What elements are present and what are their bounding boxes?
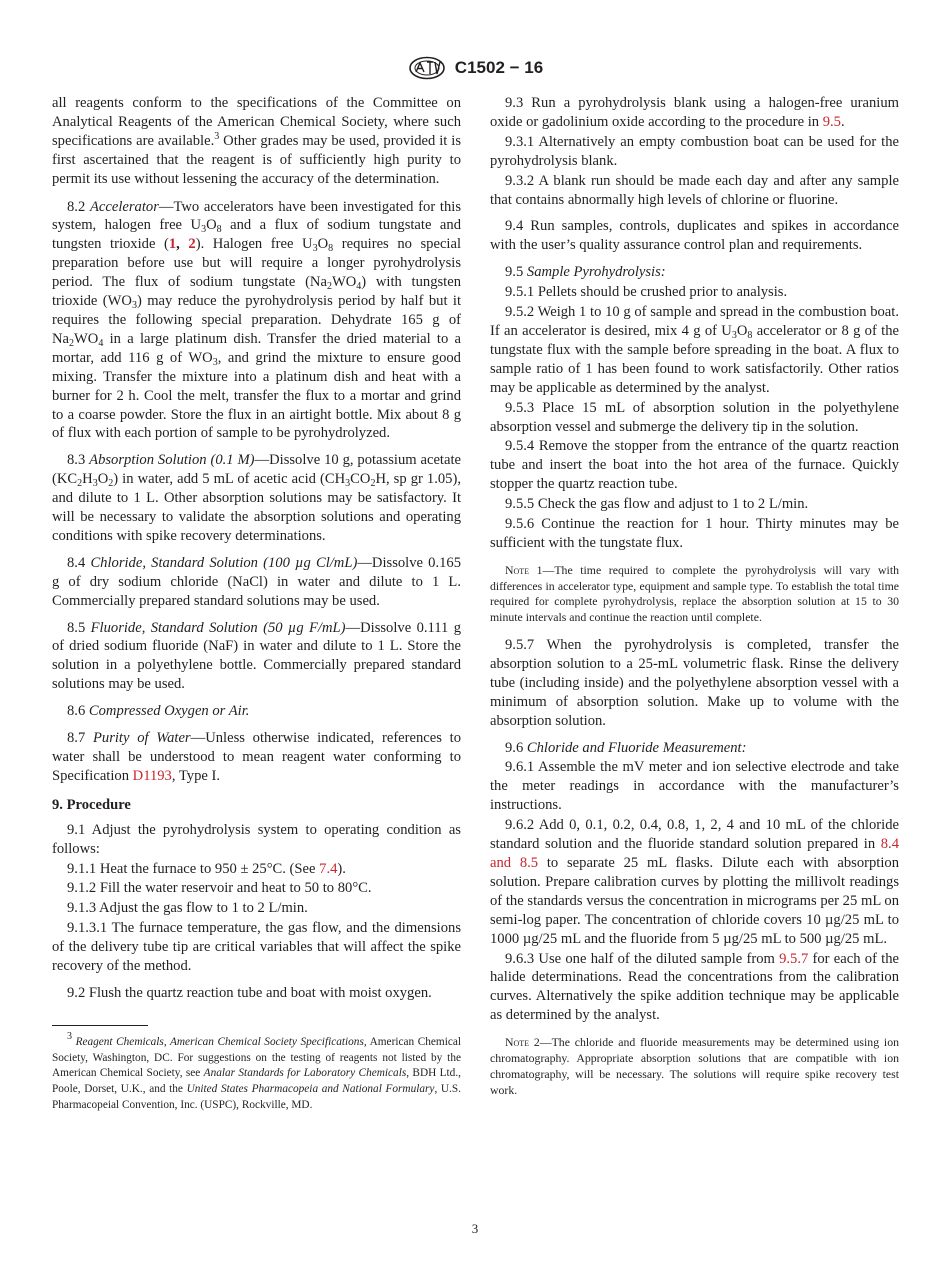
paragraph-8-1-continued: all reagents conform to the specifications of the Committee on Analytical Reagents of the American Chemical Society, where such specifications are available.$^3$ Other grades may be used, provided it is first ascertained that the reagent is of sufficiently high purity to permit its use without lessening the accuracy of the determination. xyxy=(52,95,461,187)
footnote-ref-3[interactable]: 3 xyxy=(214,130,220,142)
document-id: C1502 − 16 xyxy=(454,58,544,77)
paragraph-8-4: 8.4 Chloride, Standard Solution (100 µg Cl/mL)—Dissolve 0.165 g of dry sodium chloride (NaCl) in water and dilute to 1 L. Commercially prepared standard solutions may be used. xyxy=(52,554,462,609)
right-column xyxy=(490,94,899,1108)
paragraph-9-5-2: 9.5.2 Weigh 1 to 10 g of sample and spread in the combustion boat. If an accelerator is desired, mix 4 g of $U_3O_8$ accelerator or 8 g of the tungstate flux with the sample before spreading in the boat. A flux to sample ratio of 1 has been found to work satisfactorily. Other ratios may be applicable as determined by the analyst. xyxy=(490,304,899,396)
paragraph-9-5-5: 9.5.5 Check the gas flow and adjust to 1 to 2 L/min. xyxy=(505,496,809,513)
paragraph-9-6-2: 9.6.2 Add 0, 0.1, 0.2, 0.4, 0.8, 1, 2, 4 and 10 mL of the chloride standard solution and the fluoride standard solution prepared in 8.4 and 8.5 to separate 25 mL flasks. Dilute each with absorption solution. Prepare calibration curves by plotting the millivolt readings of the standards versus the concentration in micrograms per 25 mL on semi-log paper. The concentration of chloride covers 10 µg/25 mL to 1000 µg/25 mL and the fluoride from 5 µg/25 mL to 500 µg/25 mL. xyxy=(490,817,899,947)
paragraph-9-5-6: 9.5.6 Continue the reaction for 1 hour. Thirty minutes may be sufficient with the tungstate flux. xyxy=(490,516,899,551)
reference-link-2[interactable]: 2 xyxy=(188,236,196,253)
paragraph-9-6-1: 9.6.1 Assemble the mV meter and ion selective electrode and take the meter readings in accordance with the manufacturer’s instructions. xyxy=(490,759,899,814)
paragraph-9-1-3: 9.1.3 Adjust the gas flow to 1 to 2 L/min. xyxy=(67,900,308,917)
paragraph-9-5-4: 9.5.4 Remove the stopper from the entrance of the quartz reaction tube and insert the boat into the hot area of the furnace. Quickly stopper the quartz reaction tube. xyxy=(490,438,899,493)
note-1: Note 1—The time required to complete the pyrohydrolysis will vary with differences in accelerator type, equipment and sample type. To establish the total time required for complete pyrohydrolysis, replace the absorption solution at 15 to 30 minute intervals and continue the reaction until complete. xyxy=(490,562,899,625)
section-link-7-4[interactable]: 7.4 xyxy=(319,860,338,877)
paragraph-9-1-3-1: 9.1.3.1 The furnace temperature, the gas flow, and the dimensions of the delivery tube tip are critical variables that will affect the spike recovery of the method. xyxy=(52,920,461,975)
page-header xyxy=(0,56,950,80)
paragraph-9-5-3: 9.5.3 Place 15 mL of absorption solution in the polyethylene absorption vessel and submerge the delivery tip in the solution. xyxy=(490,399,899,435)
paragraph-8-2: 8.2 Accelerator—Two accelerators have been investigated for this system, halogen free $U_3O_8$ and a flux of sodium tungstate and tungsten trioxide (1, 2). Halogen free $U_3O_8$ requires no special preparation before use but will require a longer pyrohydrolysis period. The flux of sodium tungstate $(Na_2WO_4)$ with tungsten trioxide $(WO_3)$ may reduce the pyrohydrolysis period by half but it requires the following special preparation. Dehydrate 165 g of $Na_2WO_4$ in a large platinum dish. Transfer the dried material to a mortar, add 116 g of $WO_3$, and grind the mixture to ensure good mixing. Transfer the mixture into a platinum dish and heat with a burner for 2 h. Cool the melt, transfer the flux to a mortar and grind to a coarse powder. Store the flux in an airtight bottle. Mix about 8 g of flux with each portion of sample to be pyrohydrolyzed. xyxy=(52,198,462,442)
paragraph-9-2: 9.2 Flush the quartz reaction tube and boat with moist oxygen. xyxy=(67,984,432,1001)
paragraph-9-5-7: 9.5.7 When the pyrohydrolysis is completed, transfer the absorption solution to a 25-mL volumetric flask. Rinse the delivery tube (including inside) and the polyethylene absorption vessel with a minimum of absorption solution. Make up to volume with the absorption solution. xyxy=(490,637,899,729)
note-2-label: Note 2 xyxy=(505,1035,540,1050)
specification-link-d1193[interactable]: D1193 xyxy=(132,767,172,784)
paragraph-9-3-1: 9.3.1 Alternatively an empty combustion boat can be used for the pyrohydrolysis blank. xyxy=(490,133,899,169)
paragraph-9-4: 9.4 Run samples, controls, duplicates and spikes in accordance with the user’s quality assurance control plan and requirements. xyxy=(490,218,899,254)
paragraph-8-5: 8.5 Fluoride, Standard Solution (50 µg F/mL)—Dissolve 0.111 g of dried sodium fluoride (NaF) in water and dilute to 1 L. Store the solution in a polyethylene bottle. Commercially prepared standard solutions may be used. xyxy=(52,619,461,693)
paragraph-9-6: 9.6 Chloride and Fluoride Measurement: xyxy=(505,739,747,756)
left-column xyxy=(52,94,461,1114)
paragraph-9-5: 9.5 Sample Pyrohydrolysis: xyxy=(505,264,666,281)
paragraph-9-6-3: 9.6.3 Use one half of the diluted sample from 9.5.7 for each of the halide determinations. Read the concentrations from the calibration curves. Alternatively the spike addition technique may be applicable as determined by the analyst. xyxy=(490,950,900,1024)
paragraph-9-3: 9.3 Run a pyrohydrolysis blank using a halogen-free uranium oxide or gadolinium oxide according to the procedure in 9.5. xyxy=(490,95,899,130)
note-2: Note 2—The chloride and fluoride measurements may be determined using ion chromatography. Appropriate absorption solutions that are compatible with ion chromatography, will be necessary. The solutions will require spike recovery test work. xyxy=(490,1035,899,1097)
paragraph-9-1: 9.1 Adjust the pyrohydrolysis system to operating condition as follows: xyxy=(52,821,461,857)
paragraph-9-1-2: 9.1.2 Fill the water reservoir and heat to 50 to 80°C. xyxy=(67,880,372,897)
footnote-3: $^3$ Reagent Chemicals, American Chemical Society Specifications, American Chemical Society, Washington, DC. For suggestions on the testing of reagents not listed by the American Chemical Society, see Analar Standards for Laboratory Chemicals, BDH Ltd., Poole, Dorset, U.K., and the United States Pharmacopeia and National Formulary, U.S. Pharmacopeial Convention, Inc. (USPC), Rockville, MD. xyxy=(52,1030,461,1112)
section-link-9-5[interactable]: 9.5 xyxy=(822,113,841,130)
page-number: 3 xyxy=(471,1221,479,1236)
paragraph-8-3: 8.3 Absorption Solution (0.1 M)—Dissolve 10 g, potassium acetate $(KC_2H_3O_2)$ in water, add 5 mL of acetic acid ($CH_3CO_2H$, sp gr 1.05), and dilute to 1 L. Other absorption solutions may be satisfactory. It will be necessary to validate the absorption solutions and operating conditions with spike recovery determinations. xyxy=(52,452,461,544)
paragraph-9-3-2: 9.3.2 A blank run should be made each day and after any sample that contains abnormally high levels of chlorine or fluorine. xyxy=(490,172,899,208)
paragraph-8-7: 8.7 Purity of Water—Unless otherwise indicated, references to water shall be understood to mean reagent water conforming to Specification D1193, Type I. xyxy=(52,730,462,784)
astm-logo-icon xyxy=(407,56,447,80)
paragraph-9-5-1: 9.5.1 Pellets should be crushed prior to analysis. xyxy=(505,284,788,301)
section-heading-procedure: 9. Procedure xyxy=(52,796,131,813)
note-1-label: Note 1 xyxy=(505,562,543,577)
paragraph-8-6: 8.6 Compressed Oxygen or Air. xyxy=(67,703,250,720)
section-link-8-4-8-5[interactable]: 8.4 and 8.5 xyxy=(490,836,899,871)
footnote-divider xyxy=(52,1025,148,1026)
section-link-9-5-7[interactable]: 9.5.7 xyxy=(779,950,809,967)
reference-link-1[interactable]: 1 xyxy=(168,236,177,253)
paragraph-9-1-1: 9.1.1 Heat the furnace to 950 ± 25°C. (See 7.4). xyxy=(67,860,346,877)
